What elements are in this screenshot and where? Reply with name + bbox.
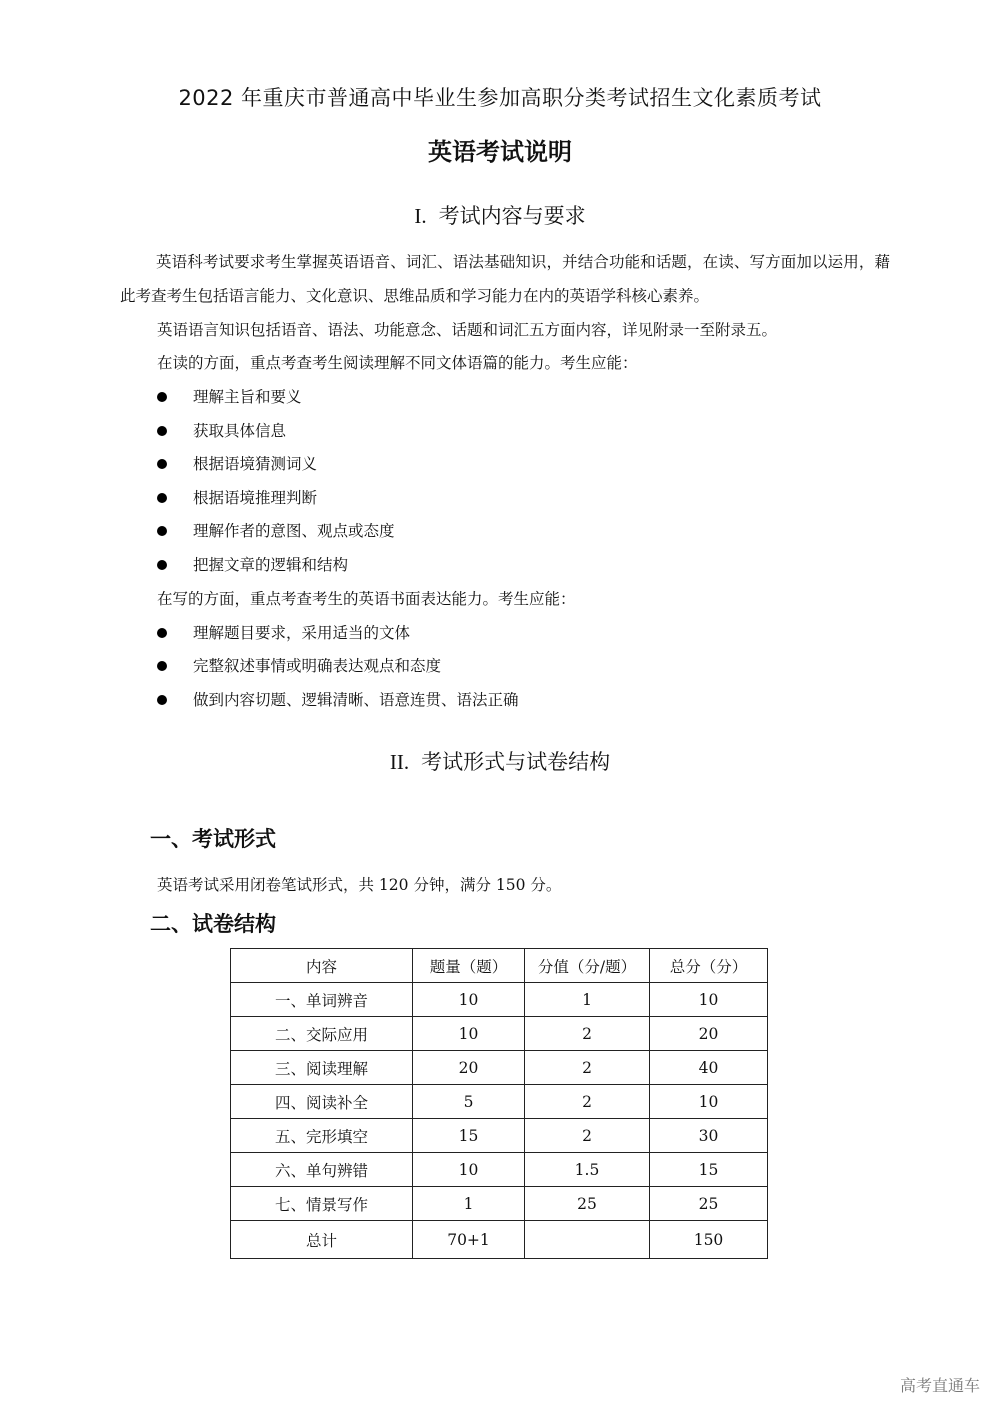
table-cell: 70+1 xyxy=(413,1221,525,1259)
exam-format-heading: 一、考试形式 xyxy=(150,827,276,851)
table-cell: 5 xyxy=(413,1085,525,1119)
table-cell: 20 xyxy=(413,1051,525,1085)
section-2-heading xyxy=(0,746,1000,776)
table-header: 内容 xyxy=(231,949,413,983)
table-cell: 1 xyxy=(413,1187,525,1221)
table-header-row xyxy=(231,949,768,983)
document-subtitle: 英语考试说明 xyxy=(428,138,572,166)
exam-format-text: 英语考试采用闭卷笔试形式，共 120 分钟，满分 150 分。 xyxy=(157,876,562,894)
table-cell: 10 xyxy=(413,1153,525,1187)
table-cell: 一、单词辨音 xyxy=(231,983,413,1017)
table-row xyxy=(231,1085,768,1119)
paper-structure-table xyxy=(230,948,768,1259)
watermark: 高考直通车 xyxy=(899,1376,980,1395)
bullet-icon xyxy=(157,426,167,436)
table-row xyxy=(231,983,768,1017)
table-header: 题量（题） xyxy=(413,949,525,983)
section-1-title: 考试内容与要求 xyxy=(438,204,586,228)
table-cell: 四、阅读补全 xyxy=(231,1085,413,1119)
table-cell: 七、情景写作 xyxy=(231,1187,413,1221)
knowledge-paragraph: 英语语言知识包括语音、语法、功能意念、话题和词汇五方面内容，详见附录一至附录五。 xyxy=(157,321,778,339)
table-cell: 2 xyxy=(525,1085,650,1119)
bullet-icon xyxy=(157,695,167,705)
table-header: 总分（分） xyxy=(650,949,768,983)
section-1-number: I. xyxy=(414,204,427,228)
table-row xyxy=(231,1017,768,1051)
table-cell: 1.5 xyxy=(525,1153,650,1187)
bullet-icon xyxy=(157,526,167,536)
table-row xyxy=(231,1051,768,1085)
table-cell: 五、完形填空 xyxy=(231,1119,413,1153)
table-row xyxy=(231,1187,768,1221)
writing-intro: 在写的方面，重点考查考生的英语书面表达能力。考生应能： xyxy=(157,590,576,608)
table-total-row xyxy=(231,1221,768,1259)
table-cell: 15 xyxy=(650,1153,768,1187)
table-row xyxy=(231,1119,768,1153)
table-cell: 10 xyxy=(650,1085,768,1119)
table-cell: 2 xyxy=(525,1051,650,1085)
table-cell: 总计 xyxy=(231,1221,413,1259)
bullet-icon xyxy=(157,560,167,570)
table-cell: 20 xyxy=(650,1017,768,1051)
section-2-title: 考试形式与试卷结构 xyxy=(421,750,611,774)
table-cell: 15 xyxy=(413,1119,525,1153)
table-cell: 25 xyxy=(650,1187,768,1221)
reading-intro: 在读的方面，重点考查考生阅读理解不同文体语篇的能力。考生应能： xyxy=(157,354,638,372)
table-cell: 10 xyxy=(413,1017,525,1051)
bullet-icon xyxy=(157,628,167,638)
table-cell: 150 xyxy=(650,1221,768,1259)
bullet-icon xyxy=(157,661,167,671)
table-cell: 2 xyxy=(525,1119,650,1153)
bullet-icon xyxy=(157,392,167,402)
document-title: 2022 年重庆市普通高中毕业生参加高职分类考试招生文化素质考试 xyxy=(178,86,822,110)
table-cell: 25 xyxy=(525,1187,650,1221)
table-cell: 40 xyxy=(650,1051,768,1085)
paper-structure-heading: 二、试卷结构 xyxy=(150,912,276,936)
table-cell: 1 xyxy=(525,983,650,1017)
table-cell: 六、单句辨错 xyxy=(231,1153,413,1187)
bullet-icon xyxy=(157,459,167,469)
table-cell: 2 xyxy=(525,1017,650,1051)
table-cell: 10 xyxy=(413,983,525,1017)
table-header: 分值（分/题） xyxy=(525,949,650,983)
table-cell: 10 xyxy=(650,983,768,1017)
table-cell: 三、阅读理解 xyxy=(231,1051,413,1085)
table-cell: 30 xyxy=(650,1119,768,1153)
table-cell xyxy=(525,1221,650,1259)
section-1-heading xyxy=(0,200,1000,230)
table-cell: 二、交际应用 xyxy=(231,1017,413,1051)
table-row xyxy=(231,1153,768,1187)
intro-paragraph: 英语科考试要求考生掌握英语语音、词汇、语法基础知识，并结合功能和话题，在读、写方面加以运用，藉此考查考生包括语言能力、文化意识、思维品质和学习能力在内的英语学科核心素养。 xyxy=(120,253,890,305)
bullet-icon xyxy=(157,493,167,503)
section-2-number: II. xyxy=(389,750,410,774)
document-page: 2022 年重庆市普通高中毕业生参加高职分类考试招生文化素质考试 英语考试说明 I. 考试内容与要求 英语科考试要求考生掌握英语语音、词汇、语法基础知识，并结合功能和话题，在读、写方面加以运用，藉此考查考生包括语言能力、文化意识、思维品质和学习能力在内的英语学科核心素养。 英语语言知识包括语音、语法、功能意念、话题和词汇五方面内容，详见附录一至附录五。 在读的方面，重点考查考生阅读理解不同文体语篇的能力。考生应能： 理解主旨和要义 获取具体信息 根据语境猜测词义 根据语境推理判断 理解作者的意图、观点或态度 把握文章的逻辑和结构 在写的方面，重点考查考生的英语书面表达能力。考生应能： 理解题目要求，采用适当的文体 完整叙述事情或明确表达观点和态度 做到内容切题、逻辑清晰、语意连贯、语法正确 II. 考试形式与试卷结构 一、考试形式 英语考试采用闭卷笔试形式，共 120 分钟，满分 150 分。 二、试卷结构 内容 题量（题） 分值（分/题） 总分（分） 一、单词辨音 10 1 10 二、交际应用 10 2 20 三、阅读理解 20 2 40 四、阅读补全 5 2 10 五、完形填空 15 2 30 六、单句辨错 10 1.5 15 七、情景写作 1 25 25 总计 70+1 150 高考直通车 xyxy=(0,0,1000,1414)
